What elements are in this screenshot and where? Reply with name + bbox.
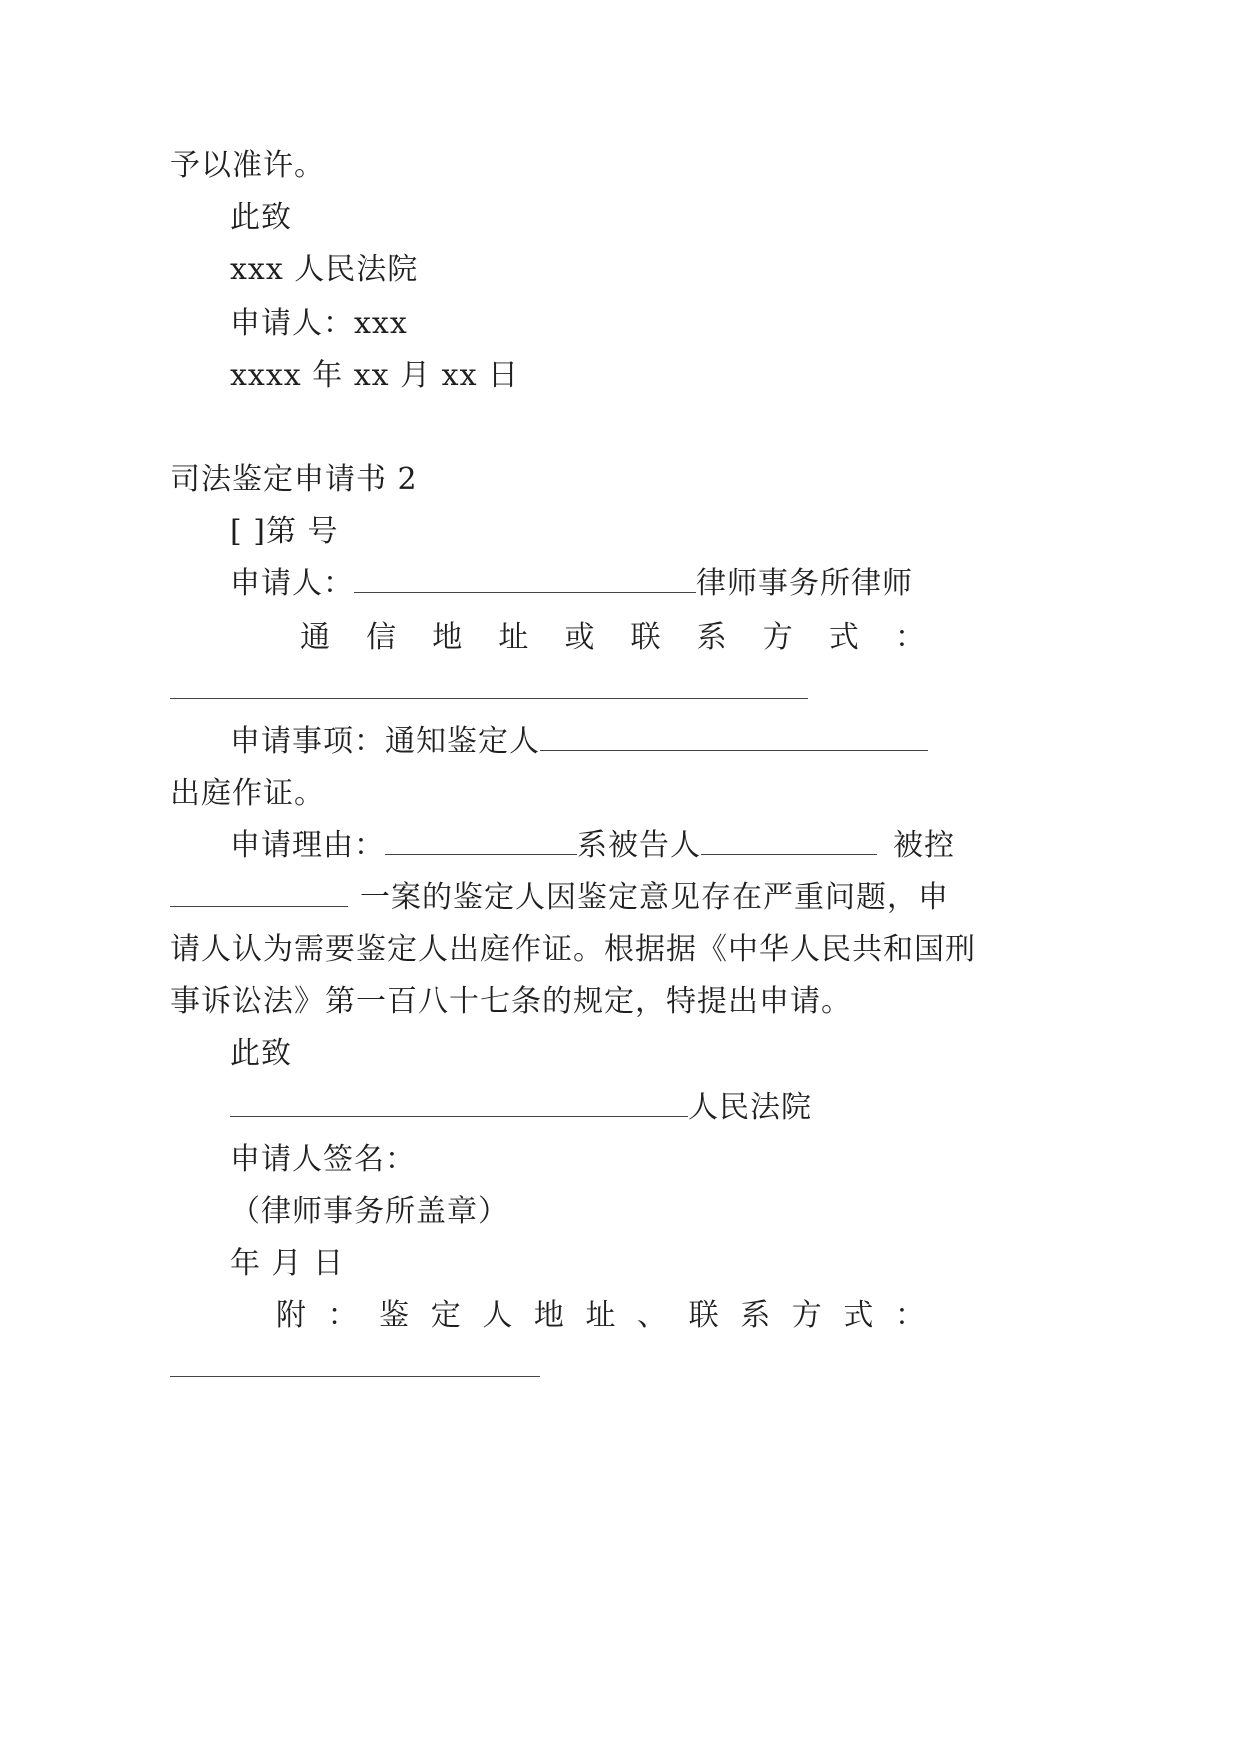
attachment-char: 方	[791, 1298, 823, 1333]
attachment-char: 定	[430, 1298, 462, 1333]
contact-char: 式	[828, 620, 860, 655]
contact-char: 方	[762, 620, 794, 655]
contact-char: 通	[300, 620, 331, 655]
signature-line: 申请人签名：	[230, 1142, 416, 1177]
court-blank	[230, 1090, 688, 1117]
attachment-char: 、	[637, 1298, 669, 1333]
reason-line-4: 事诉讼法》第一百八十七条的规定，特提出申请。	[170, 984, 852, 1019]
court-line: xxx 人民法院	[230, 252, 419, 287]
court-row	[230, 1088, 812, 1128]
salute-line: 此致	[230, 200, 292, 235]
matter-label: 申请事项：通知鉴定人	[230, 724, 540, 759]
doc-title: 司法鉴定申请书 2	[170, 462, 418, 497]
matter-tail: 出庭作证。	[170, 776, 325, 811]
expert-name-blank	[385, 828, 577, 855]
accused-label: 被控	[893, 828, 955, 863]
contact-char: 地	[432, 620, 464, 655]
date-line-2: 年 月 日	[230, 1246, 345, 1281]
law-firm-suffix: 律师事务所律师	[696, 566, 913, 601]
reason-line-2	[170, 878, 949, 918]
law-firm-blank	[354, 566, 696, 593]
contact-row	[300, 618, 926, 658]
attachment-char: 附	[276, 1298, 307, 1333]
attachment-char: 址	[585, 1298, 617, 1333]
approve-line: 予以准许。	[170, 148, 325, 183]
attachment-char: ：	[327, 1298, 359, 1333]
applicant-label: 申请人：	[230, 566, 354, 601]
case-number: [ ]第 号	[230, 514, 339, 549]
applicant-line: 申请人：xxx	[230, 306, 408, 341]
contact-char: 联	[630, 620, 662, 655]
seal-line: （律师事务所盖章）	[230, 1194, 509, 1229]
defendant-blank	[701, 828, 877, 855]
reason-row	[230, 826, 955, 866]
contact-char: 或	[564, 620, 596, 655]
applicant-row	[230, 564, 913, 604]
attachment-char: 联	[688, 1298, 720, 1333]
contact-blank	[170, 698, 808, 699]
court-suffix: 人民法院	[688, 1090, 812, 1125]
expert-blank	[540, 724, 928, 751]
defendant-label: 系被告人	[577, 828, 701, 863]
reason-line-3: 请人认为需要鉴定人出庭作证。根据据《中华人民共和国刑	[170, 932, 976, 967]
attachment-char: 人	[482, 1298, 514, 1333]
attachment-char: 地	[533, 1298, 565, 1333]
contact-char: 系	[696, 620, 728, 655]
contact-char: 址	[498, 620, 530, 655]
attachment-char: 系	[740, 1298, 772, 1333]
reason-label: 申请理由：	[230, 828, 385, 863]
contact-char: ：	[894, 620, 926, 655]
reason-text-2: 一案的鉴定人因鉴定意见存在严重问题，申	[360, 880, 949, 915]
charge-blank	[170, 880, 348, 907]
contact-char: 信	[366, 620, 398, 655]
attachment-blank	[170, 1376, 540, 1377]
attachment-char: 式	[843, 1298, 875, 1333]
attachment-row	[276, 1296, 926, 1336]
date-line: xxxx 年 xx 月 xx 日	[230, 358, 520, 393]
matter-row	[230, 722, 928, 762]
attachment-char: ：	[894, 1298, 926, 1333]
salute-line-2: 此致	[230, 1036, 292, 1071]
attachment-char: 鉴	[379, 1298, 411, 1333]
